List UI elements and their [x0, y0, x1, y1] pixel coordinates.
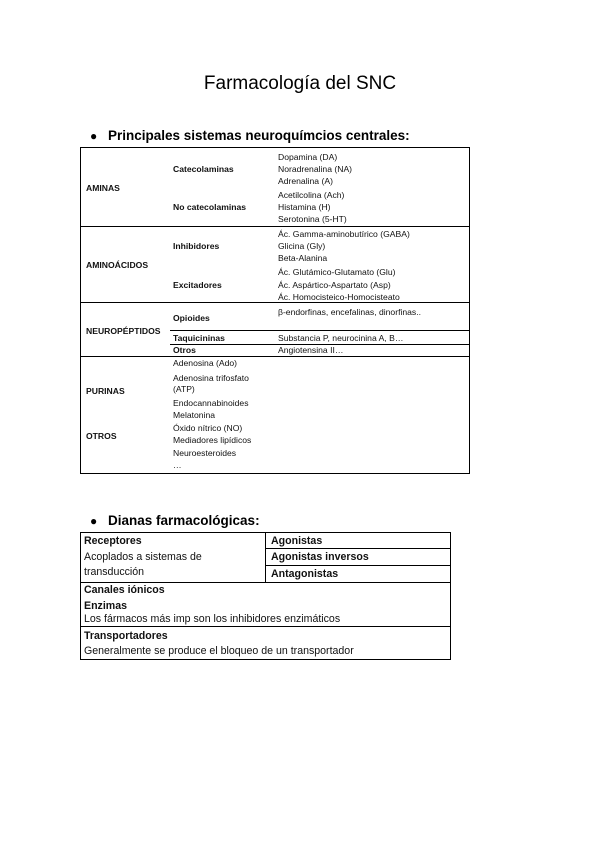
list-item: Neuroesteroides — [173, 448, 237, 458]
table-line — [265, 565, 451, 566]
list-item: … — [173, 460, 182, 470]
subcategory-catecolaminas: Catecolaminas — [173, 164, 234, 174]
receptor-type-antagonistas: Antagonistas — [271, 568, 339, 580]
list-item: Beta-Alanina — [278, 253, 328, 263]
diana-enzimas: Enzimas — [84, 600, 127, 612]
table-line — [469, 147, 470, 474]
table-line — [450, 532, 451, 660]
list-item: Substancia P, neurocinina A, B… — [278, 333, 404, 343]
table-line — [80, 356, 470, 357]
table-line — [265, 532, 266, 582]
list-item: Acetilcolina (Ach) — [278, 190, 345, 200]
list-item: Endocannabinoides — [173, 398, 249, 408]
list-item: Óxido nítrico (NO) — [173, 423, 243, 433]
transportadores-desc: Generalmente se produce el bloqueo de un transportador — [84, 645, 354, 657]
table-line — [80, 626, 451, 627]
bullet-icon: ● — [90, 514, 98, 528]
table-line — [80, 226, 470, 227]
list-item: Adrenalina (A) — [278, 176, 333, 186]
table-line — [80, 659, 451, 660]
diana-canales-ionicos: Canales iónicos — [84, 584, 165, 596]
table-line — [80, 532, 81, 660]
list-item: Ác. Homocisteico-Homocisteato — [278, 292, 400, 302]
page-title: Farmacología del SNC — [203, 73, 397, 94]
list-item: (ATP) — [173, 384, 195, 394]
list-item: Dopamina (DA) — [278, 152, 338, 162]
list-item: Glicina (Gly) — [278, 241, 326, 251]
section-heading-dianas — [90, 512, 260, 530]
category-aminas: AMINAS — [86, 183, 120, 193]
table-line — [265, 548, 451, 549]
subcategory-otros-neuropeptidos: Otros — [173, 345, 196, 355]
list-item: Angiotensina II… — [278, 345, 344, 355]
table-line — [80, 473, 470, 474]
bullet-icon: ● — [90, 129, 98, 143]
subcategory-inhibidores: Inhibidores — [173, 241, 220, 251]
section-heading-text: Dianas farmacológicas: — [108, 513, 260, 528]
subcategory-excitadores: Excitadores — [173, 280, 222, 290]
subcategory-opioides: Opioides — [173, 313, 210, 323]
table-line — [80, 302, 470, 303]
category-purinas: PURINAS — [86, 386, 125, 396]
diana-receptores: Receptores — [84, 535, 142, 547]
list-item: Ác. Aspártico-Aspartato (Asp) — [278, 280, 391, 290]
list-item: Histamina (H) — [278, 202, 331, 212]
list-item: β-endorfinas, encefalinas, dinorfinas.. — [278, 307, 422, 317]
list-item: Serotonina (5-HT) — [278, 214, 347, 224]
subcategory-no-catecolaminas: No catecolaminas — [173, 202, 247, 212]
category-aminoacidos: AMINOÁCIDOS — [86, 260, 149, 270]
category-neuropeptidos: NEUROPÉPTIDOS — [86, 326, 161, 336]
receptores-desc-line1: Acoplados a sistemas de — [84, 551, 202, 563]
list-item: Adenosina (Ado) — [173, 358, 238, 368]
list-item: Adenosina trifosfato — [173, 373, 249, 383]
category-otros: OTROS — [86, 431, 117, 441]
receptores-desc-line2: transducción — [84, 566, 145, 578]
receptor-type-agonistas-inversos: Agonistas inversos — [271, 551, 369, 563]
table-line — [80, 147, 470, 148]
enzimas-desc: Los fármacos más imp son los inhibidores enzimáticos — [84, 613, 341, 625]
section-heading-text: Principales sistemas neuroquímcios centrales: — [108, 128, 410, 143]
list-item: Ác. Glutámico-Glutamato (Glu) — [278, 267, 396, 277]
list-item: Mediadores lipídicos — [173, 435, 252, 445]
table-line — [80, 147, 81, 474]
list-item: Melatonina — [173, 410, 216, 420]
diana-transportadores: Transportadores — [84, 630, 168, 642]
list-item: Noradrenalina (NA) — [278, 164, 353, 174]
section-heading-neurochemical-systems — [90, 127, 410, 145]
subcategory-taquicininas: Taquicininas — [173, 333, 225, 343]
table-line — [170, 330, 470, 331]
list-item: Ác. Gamma-aminobutírico (GABA) — [278, 229, 410, 239]
receptor-type-agonistas: Agonistas — [271, 535, 323, 547]
